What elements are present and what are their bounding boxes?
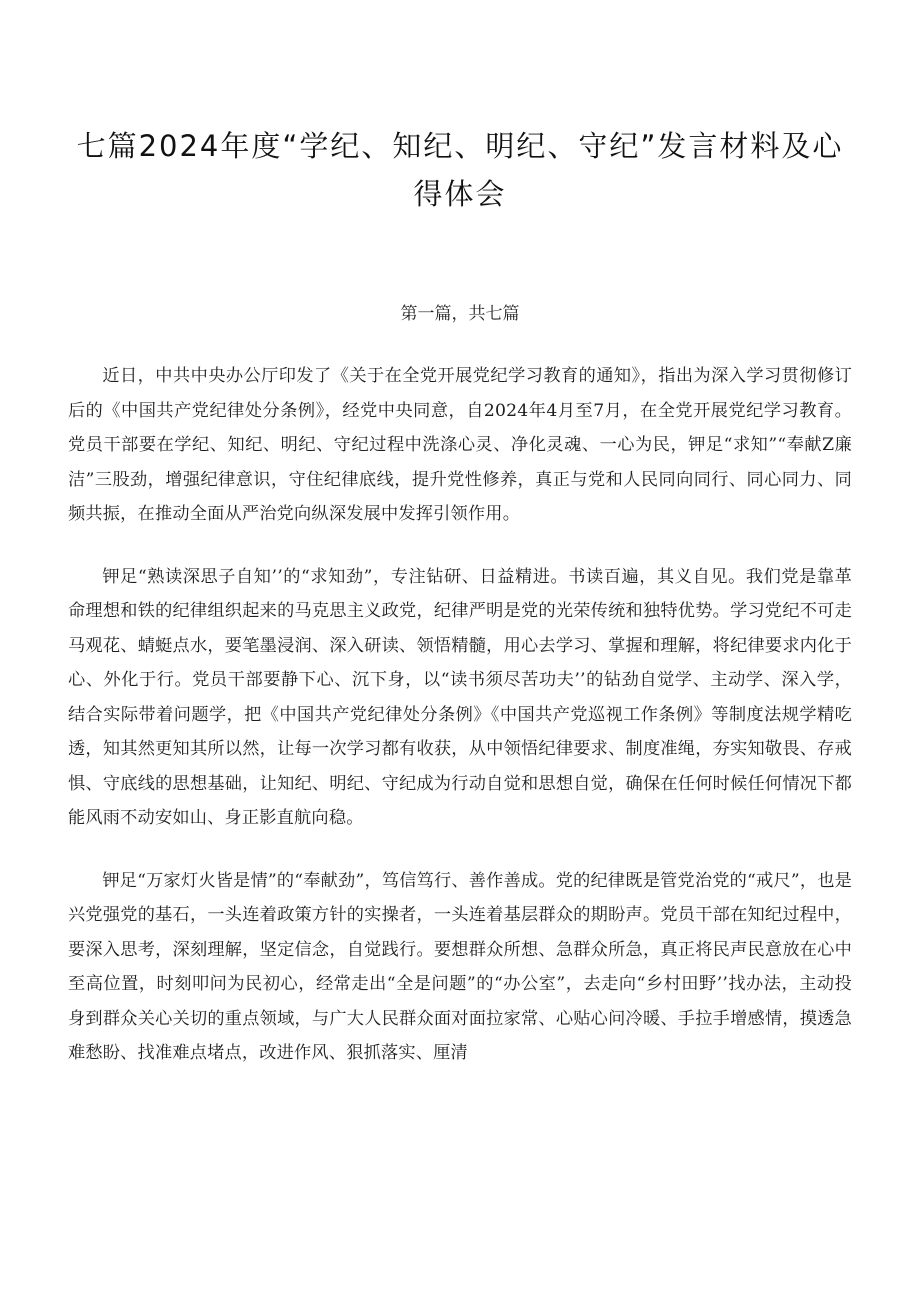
paragraph-3: 钾足“万家灯火皆是情”的“奉献劲”，笃信笃行、善作善成。党的纪律既是管党治党的“戒尺”，也是兴党强党的基石，一头连着政策方针的实操者，一头连着基层群众的期盼声。党员干部在知纪过程中，要深入思考，深刻理解，坚定信念，自觉践行。要想群众所想、急群众所急，真正将民声民意放在心中至高位置，时刻叩问为民初心，经常走出“全是问题”的“办公室”，去走向“乡村田野’’找办法，主动投身到群众关心关切的重点领域，与广大人民群众面对面拉家常、心贴心问冷暖、手拉手增感情，摸透急难愁盼、找准难点堵点，改进作风、狠抓落实、厘清 bbox=[68, 870, 852, 1063]
paragraph-2: 钾足“熟读深思子自知’’的“求知劲”，专注钻研、日益精进。书读百遍，其义自见。我们党是靠革命理想和铁的纪律组织起来的马克思主义政党，纪律严明是党的光荣传统和独特优势。学习党纪不可走马观花、蜻蜓点水，要笔墨浸润、深入研读、领悟精髓，用心去学习、掌握和理解，将纪律要求内化于心、外化于行。党员干部要静下心、沉下身，以“读书须尽苦功夫’’的钻劲自觉学、主动学、深入学，结合实际带着问题学，把《中国共产党纪律处分条例》《中国共产党巡视工作条例》等制度法规学精吃透，知其然更知其所以然，让每一次学习都有收获，从中领悟纪律要求、制度准绳，夯实知敬畏、存戒惧、守底线的思想基础，让知纪、明纪、守纪成为行动自觉和思想自觉，确保在任何时候任何情况下都能风雨不动安如山、身正影直航向稳。 bbox=[68, 566, 852, 828]
section-label: 第一篇，共七篇 bbox=[400, 304, 520, 324]
paragraph-1: 近日，中共中央办公厅印发了《关于在全党开展党纪学习教育的通知》，指出为深入学习贯彻修订后的《中国共产党纪律处分条例》，经党中央同意，自2024年4月至7月，在全党开展党纪学习教育。党员干部要在学纪、知纪、明纪、守纪过程中洗涤心灵、净化灵魂、一心为民，钾足“求知”“奉献Z廉洁”三股劲，增强纪律意识，守住纪律底线，提升党性修养，真正与党和人民同向同行、同心同力、同频共振，在推动全面从严治党向纵深发展中发挥引领作用。 bbox=[68, 366, 852, 524]
document-title: 七篇2024年度“学纪、知纪、明纪、守纪”发言材料及心得体会 bbox=[76, 129, 844, 211]
